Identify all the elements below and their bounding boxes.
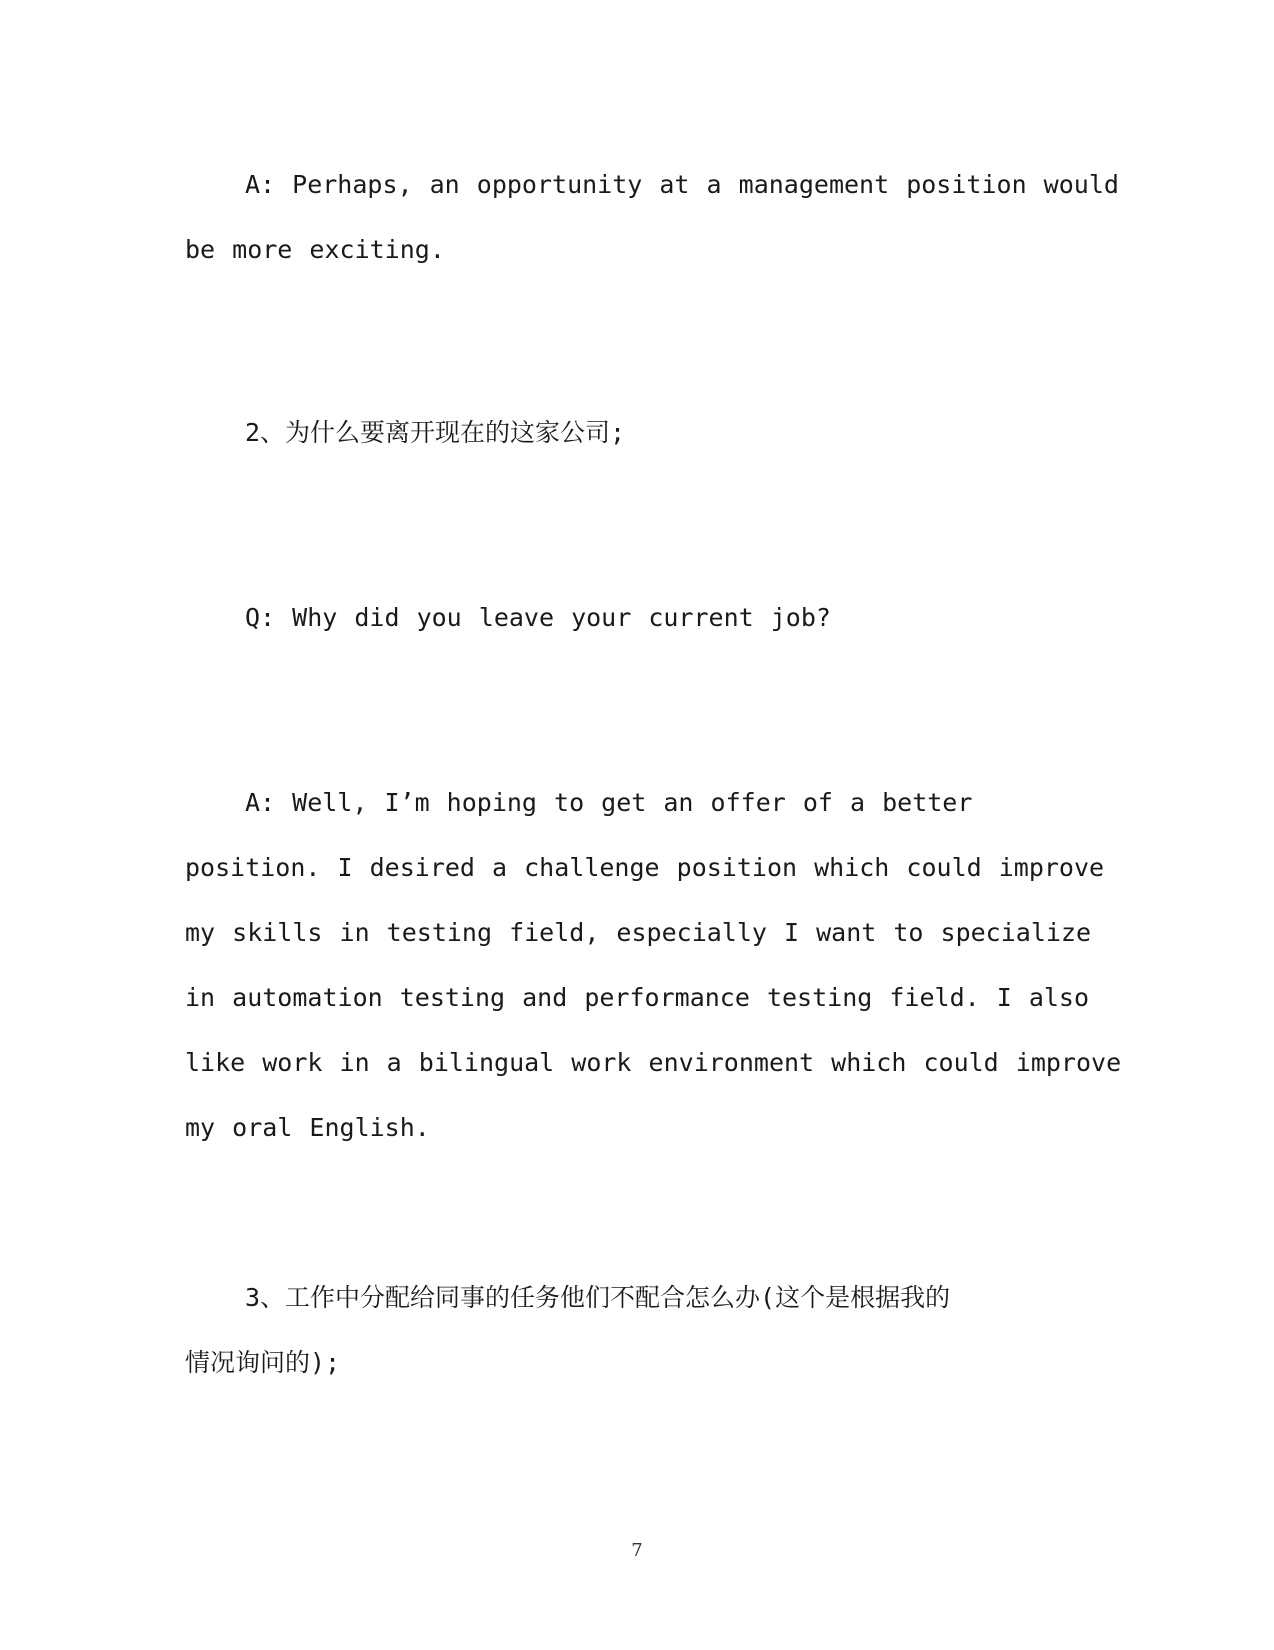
section-heading-3 bbox=[185, 1265, 1085, 1395]
heading-text: 2、为什么要离开现在的这家公司; bbox=[245, 418, 626, 447]
text-line: my skills in testing field, especially I want to specialize bbox=[185, 918, 1092, 947]
question-text: Q: Why did you leave your current job? bbox=[245, 603, 831, 632]
text-line: A: Perhaps, an opportunity at a management position would bbox=[245, 170, 1119, 199]
text-line: be more exciting. bbox=[185, 235, 445, 264]
page-number: 7 bbox=[631, 1540, 643, 1561]
text-line: position. I desired a challenge position which could improve bbox=[185, 853, 1105, 882]
question-paragraph-leave bbox=[185, 585, 1085, 650]
answer-paragraph-leave bbox=[185, 770, 1122, 1160]
text-line: my oral English. bbox=[185, 1113, 430, 1142]
heading-text: 情况询问的); bbox=[185, 1348, 341, 1377]
text-line: like work in a bilingual work environment which could improve bbox=[185, 1048, 1122, 1077]
text-line: in automation testing and performance testing field. I also bbox=[185, 983, 1090, 1012]
heading-text: 3、工作中分配给同事的任务他们不配合怎么办(这个是根据我的 bbox=[245, 1283, 951, 1312]
section-heading-2 bbox=[185, 400, 1085, 465]
text-line: A: Well, I’m hoping to get an offer of a better bbox=[245, 788, 973, 817]
answer-paragraph-management bbox=[185, 152, 1119, 282]
